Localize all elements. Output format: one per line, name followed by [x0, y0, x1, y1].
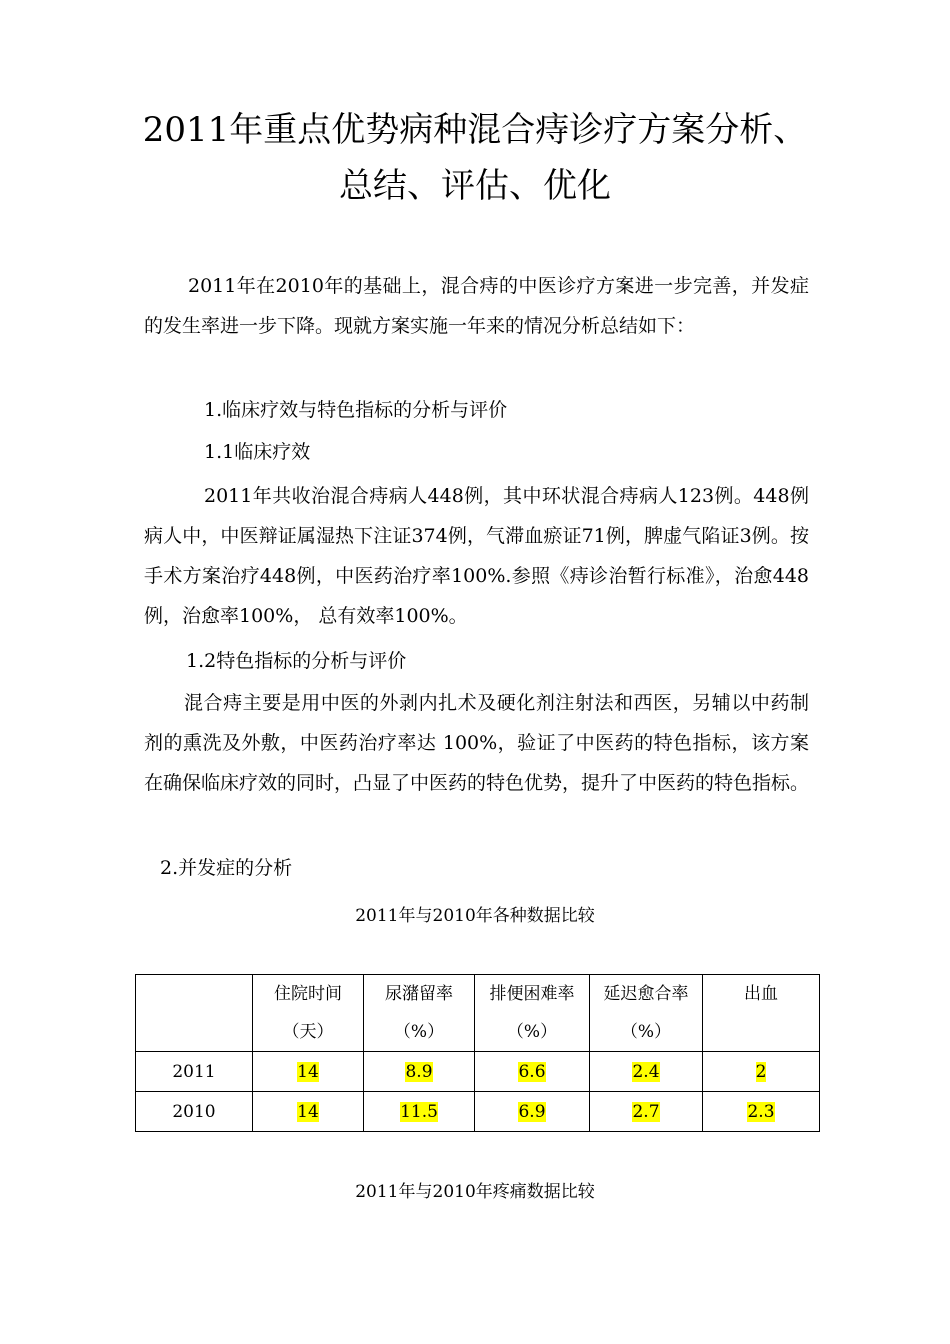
table-header-cell: 排便困难率 （%） — [475, 975, 590, 1052]
table-cell: 6.9 — [475, 1092, 590, 1132]
section-1-1-heading: 1.1临床疗效 — [204, 441, 311, 463]
intro-paragraph: 2011年在2010年的基础上，混合痔的中医诊疗方案进一步完善，并发症的发生率进一步下降。现就方案实施一年来的情况分析总结如下： — [144, 275, 809, 337]
table-caption: 2011年与2010年各种数据比较 — [355, 906, 595, 926]
table-cell: 8.9 — [364, 1052, 475, 1092]
comparison-table — [135, 974, 820, 1132]
table-cell: 2.7 — [590, 1092, 703, 1132]
section-1-1-text: 2011年共收治混合痔病人448例，其中环状混合痔病人123例。448例病人中，中医辩证属湿热下注证374例，气滞血瘀证71例，脾虚气陷证3例。按手术方案治疗448例，中医药治疗率100%.参照《痔诊治暂行标准》，治愈448例，治愈率100%， 总有效率100%。 — [144, 485, 809, 627]
document-title — [100, 102, 850, 214]
table-cell: 2 — [703, 1052, 820, 1092]
table-cell: 14 — [253, 1052, 364, 1092]
pain-table-caption: 2011年与2010年疼痛数据比较 — [355, 1182, 595, 1202]
title-line-1: 2011年重点优势病种混合痔诊疗方案分析、 — [142, 110, 808, 150]
table-cell: 14 — [253, 1092, 364, 1132]
table-cell: 6.6 — [475, 1052, 590, 1092]
table-year-cell: 2011 — [136, 1052, 253, 1092]
table-cell: 2.3 — [703, 1092, 820, 1132]
title-line-2: 总结、评估、优化 — [339, 166, 611, 206]
table-row — [136, 1052, 820, 1092]
table-cell: 2.4 — [590, 1052, 703, 1092]
section-2-heading: 2.并发症的分析 — [160, 857, 293, 879]
section-1-2-heading: 1.2特色指标的分析与评价 — [186, 650, 407, 672]
section-1-heading: 1.临床疗效与特色指标的分析与评价 — [204, 399, 508, 421]
section-1-2-text: 混合痔主要是用中医的外剥内扎术及硬化剂注射法和西医，另辅以中药制剂的熏洗及外敷，中医药治疗率达 100%，验证了中医药的特色指标，该方案在确保临床疗效的同时，凸显了中医药的特色优势，提升了中医药的特色指标。 — [144, 692, 810, 794]
table-year-cell: 2010 — [136, 1092, 253, 1132]
table-cell: 11.5 — [364, 1092, 475, 1132]
table-header-cell: 住院时间 （天） — [253, 975, 364, 1052]
table-header-row — [136, 975, 820, 1052]
table-header-cell: 尿潴留率 （%） — [364, 975, 475, 1052]
table-header-cell: 出血 — [703, 975, 820, 1052]
table-row — [136, 1092, 820, 1132]
table-header-cell — [136, 975, 253, 1052]
table-header-cell: 延迟愈合率 （%） — [590, 975, 703, 1052]
